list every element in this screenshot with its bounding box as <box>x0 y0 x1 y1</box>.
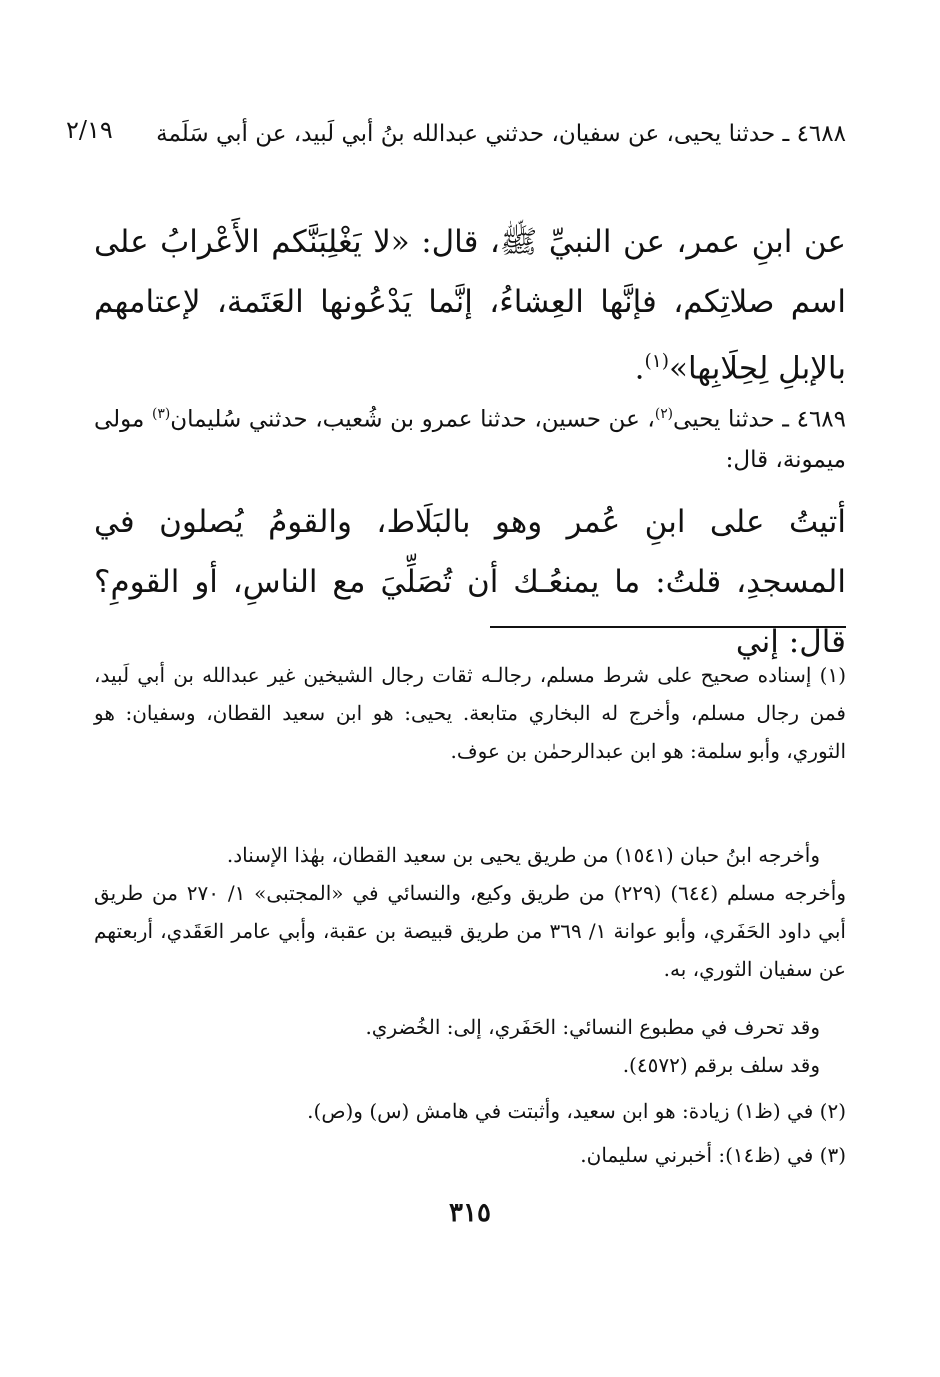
hadith-4689-isnad-part1: ٤٦٨٩ ـ حدثنا يحيى <box>673 406 847 433</box>
margin-volume-reference: ٢/١٩ <box>66 116 113 144</box>
footnote-separator <box>490 626 846 628</box>
page-number: ٣١٥ <box>449 1198 491 1228</box>
hadith-4689-isnad-part3: مولى ميمونة، قال: <box>94 406 846 473</box>
footnote-marker-3: (٣) <box>152 406 171 422</box>
footnote-marker-2: (٢) <box>654 406 674 422</box>
footnote-1-paragraph-1: (١) إسناده صحيح على شرط مسلم، رجالـه ثقات رجال الشيخين غير عبدالله بن أبي لَبيد، فمن رجال مسلم، وأخرج له البخاري متابعة. يحيى: هو ابن سعيد القطان، وسفيان: هو الثوري، وأبو سلمة: هو ابن عبدالرحمٰن بن عوف. <box>94 663 846 763</box>
hadith-4688-matn <box>94 212 846 398</box>
footnote-1-paragraph-5: وقد سلف برقم (٤٥٧٢). <box>622 1053 820 1077</box>
footnote-1-paragraph-2: وأخرجه ابنُ حبان (١٥٤١) من طريق يحيى بن سعيد القطان، بهٰذا الإسناد. <box>226 843 820 867</box>
footnote-2: (٢) في (ظ١) زيادة: هو ابن سعيد، وأثبتت في هامش (س) و(ص). <box>307 1099 846 1123</box>
hadith-4689-isnad <box>94 394 846 480</box>
hadith-4689-matn: أتيتُ على ابنِ عُمر وهو بالبَلَاط، والقومُ يُصلون في المسجدِ، قلتُ: ما يمنعُـك أن تُصَلِّيَ مع الناسِ، أو القومِ؟ قال: إني <box>94 504 846 660</box>
sentence-end: . <box>634 350 645 387</box>
footnote-marker-1: (١) <box>644 351 669 372</box>
footnote-1-paragraph-4: وقد تحرف في مطبوع النسائي: الحَفَري، إلى: الخُضري. <box>365 1015 820 1039</box>
footnote-3: (٣) في (ظ١٤): أخبرني سليمان. <box>580 1143 846 1167</box>
hadith-4689-isnad-part2: ، عن حسين، حدثنا عمرو بن شُعيب، حدثني سُليمان <box>170 406 655 433</box>
hadith-4688-matn-text: عن ابنِ عمر، عن النبيِّ ﷺ، قال: «لا يَغْلِبَنَّكم الأَعْرابُ على اسم صلاتِكم، فإنَّها العِشاءُ، إنَّما يَدْعُونها العَتَمة، لإعتامهم بالإبلِ لِحِلَابِها» <box>94 224 846 387</box>
footnote-1-paragraph-3: وأخرجه مسلم (٦٤٤) (٢٢٩) من طريق وكيع، والنسائي في «المجتبى» ١/ ٢٧٠ من طريق أبي داود الحَفَري، وأبو عوانة ١/ ٣٦٩ من طريق قبيصة بن عقبة، وأبي عامر العَقَدي، أربعتهم عن سفيان الثوري، به. <box>94 881 846 981</box>
hadith-4688-isnad: ٤٦٨٨ ـ حدثنا يحيى، عن سفيان، حدثني عبدالله بنُ أبي لَبيد، عن أبي سَلَمة <box>156 121 846 147</box>
